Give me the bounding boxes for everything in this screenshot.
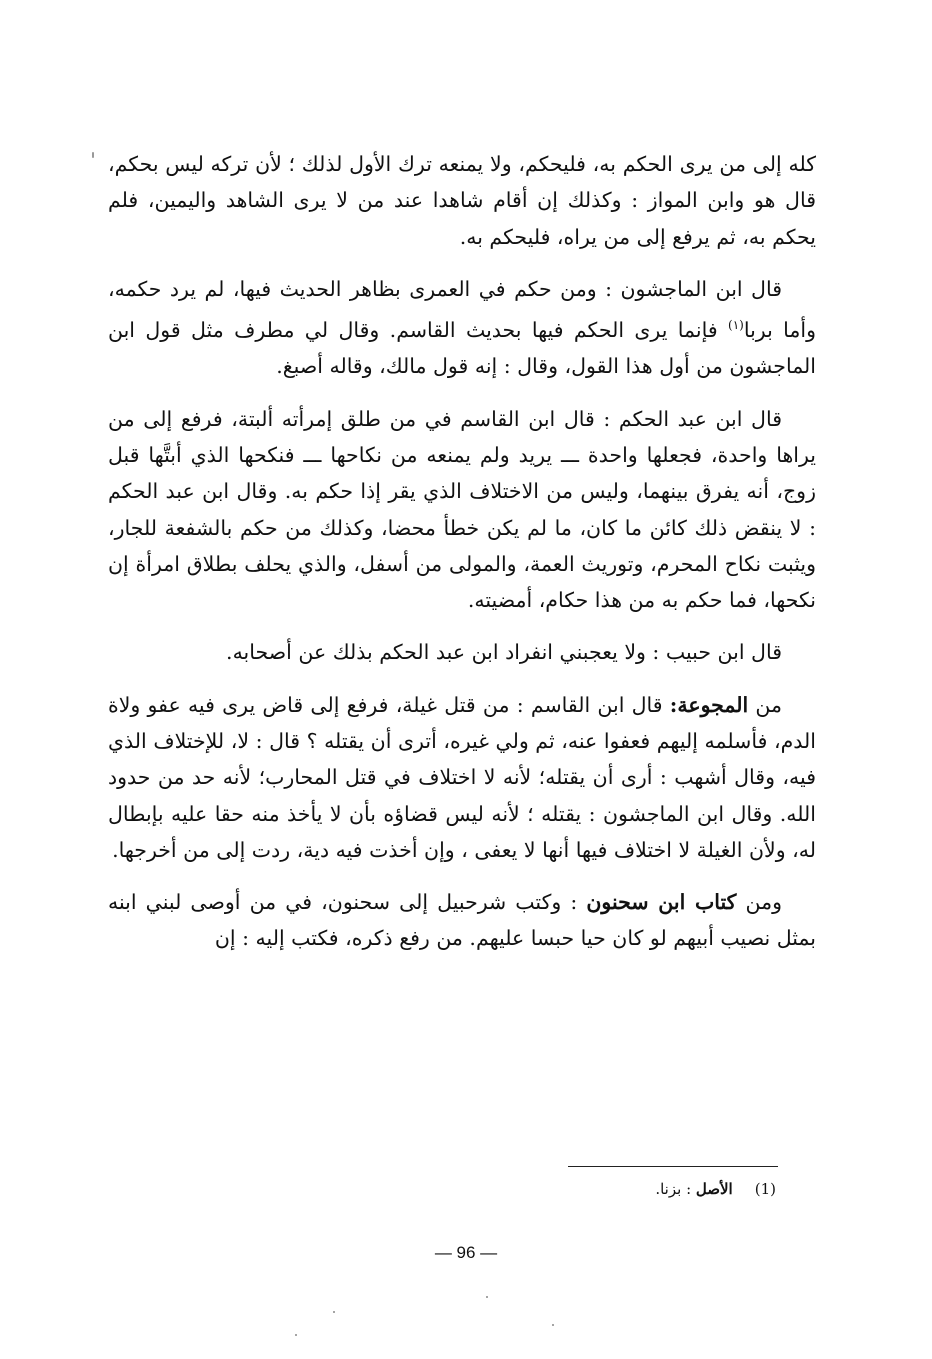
scan-speck <box>552 1324 554 1326</box>
paragraph-text: قال ابن القاسم : من قتل غيلة، فرفع إلى قاض يرى فيه عفو ولاة الدم، فأسلمه إليهم فعفوا عنه، ثم ولي غيره، أترى أن يقتله ؟ قال : لا، للإختلاف الذي فيه، وقال أشهب : أرى أن يقتله؛ لأنه لا اختلاف في قتل المحارب؛ لأنه حد من حدود الله. وقال ابن الماجشون : يقتله ؛ لأنه ليس قضاؤه بأن لا يأخذ منه حقا عليه بإبطال له، ولأن الغيلة لا اختلاف فيها أنها لا يعفى ، وإن أخذت فيه دية، ردت إلى من أخرجها. <box>108 692 816 862</box>
paragraph-3 <box>108 401 816 619</box>
paragraph-text: فإنما يرى الحكم فيها بحديث القاسم. وقال لي مطرف مثل قول ابن الماجشون من أول هذا القول، وقال : إنه قول مالك، وقاله أصبغ. <box>108 318 816 379</box>
page-number: — 96 — <box>434 1243 498 1262</box>
footnote-divider <box>568 1166 778 1167</box>
paragraph-text: : وكتب شرحبيل إلى سحنون، في من أوصى لبني ابنه بمثل نصيب أبيهم لو كان حيا حبسا عليهم. من رفع ذكره، فكتب إليه : إن <box>108 890 816 951</box>
footnote-label: الأصل <box>695 1180 733 1198</box>
paragraph-4 <box>108 634 816 670</box>
scan-speck <box>92 152 94 158</box>
paragraph-1 <box>108 146 816 255</box>
paragraph-2 <box>108 271 816 385</box>
scan-speck <box>333 1311 335 1313</box>
paragraph-text: قال ابن الماجشون : ومن حكم في العمرى بظاهر الحديث فيها، لم يرد حكمه، وأما بربا <box>108 276 816 343</box>
paragraph-text: قال ابن حبيب : ولا يعجبني انفراد ابن عبد الحكم بذلك عن أصحابه. <box>226 640 782 665</box>
footnote <box>655 1178 776 1200</box>
paragraph-6 <box>108 884 816 957</box>
scan-speck <box>486 1296 488 1298</box>
paragraph-text: كله إلى من يرى الحكم به، فليحكم، ولا يمنعه ترك الأول لذلك ؛ لأن تركه ليس بحكم، قال هو وابن المواز : وكذلك إن أقام شاهدا عند من لا يرى الشاهد واليمين، فلم يحكم به، ثم يرفع إلى من يراه، فليحكم به. <box>108 152 816 249</box>
source-title: المجوعة: <box>669 692 749 717</box>
source-title: كتاب ابن سحنون <box>586 890 737 915</box>
scan-speck <box>295 1334 297 1336</box>
main-text <box>108 146 816 973</box>
paragraph-text: ومن <box>736 890 782 915</box>
footnote-number: (1) <box>754 1180 776 1198</box>
footnote-text: : بزنا. <box>655 1180 696 1198</box>
footnote-marker[interactable]: (١) <box>728 318 744 333</box>
paragraph-text: من <box>748 692 782 717</box>
paragraph-text: قال ابن عبد الحكم : قال ابن القاسم في من طلق إمرأته ألبتة، فرفع إلى من يراها واحدة، فجعلها واحدة ـــ يريد ولم يمنعه من نكاحها ـــ فنكحها الذي أبتَّها قبل زوج، أنه يفرق بينهما، وليس من الاختلاف الذي يقر إذا حكم به. وقال ابن عبد الحكم : لا ينقض ذلك كائن ما كان، ما لم يكن خطأ محضا، وكذلك من حكم بالشفعة للجار، ويثبت نكاح المحرم، وتوريث العمة، والمولى من أسفل، والذي يحلف بطلاق امرأة إن نكحها، فما حكم به من هذا حكام، أمضيته. <box>108 406 816 613</box>
paragraph-5 <box>108 687 816 868</box>
